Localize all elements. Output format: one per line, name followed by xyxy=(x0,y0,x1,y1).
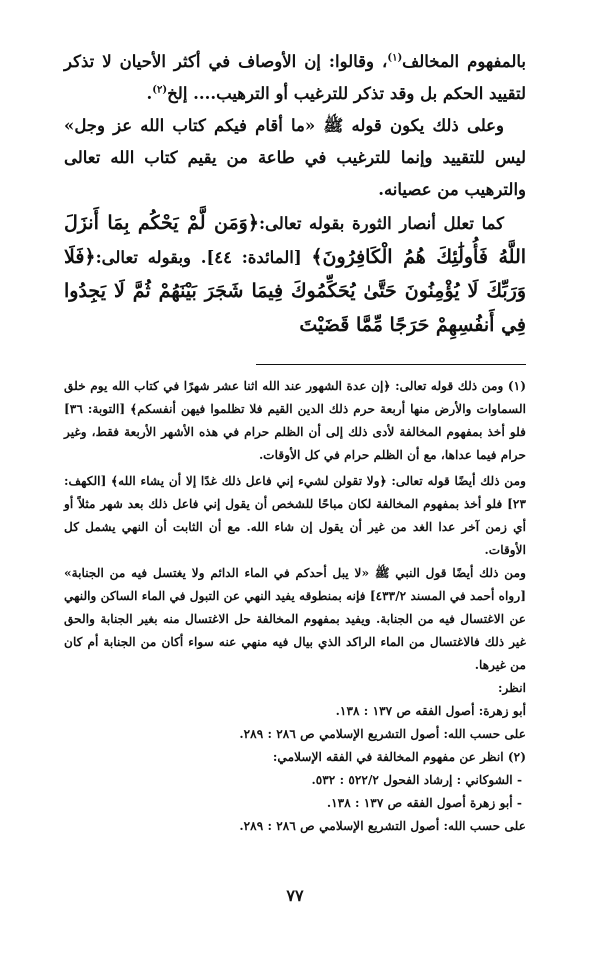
footnote-1-ref-1: أبو زهرة: أصول الفقه ص ١٣٧ : ١٣٨. xyxy=(335,704,526,718)
footnote-1-para-1: (١) ومن ذلك قوله تعالى: ﴿إن عدة الشهور عند الله اثنا عشر شهرًا في كتاب الله يوم خلق السماوات والأرض منها أربعة حرم ذلك الدين القيم فلا تظلموا فيهن أنفسكم﴾ [التوبة: ٣٦] فلو أخذ بمفهوم المخالفة لأدى ذلك إلى أن الظلم حرام في هذه الأشهر الأربعة فقط، وغير حرام فيما عداها، مع أن الظلم حرام في كل الأوقات. xyxy=(64,379,526,462)
paragraph-1 xyxy=(64,46,526,110)
paragraph-1-text-b: ، وقالوا: إن الأوصاف في أكثر الأحيان لا تذكر لتقييد الحكم بل وقد تذكر للترغيب أو الترهيب.... إلخ xyxy=(64,52,526,103)
footnote-ref-1[interactable]: (١) xyxy=(387,52,403,64)
footnote-divider xyxy=(256,364,526,365)
paragraph-2: وعلى ذلك يكون قوله ﷺ «ما أقام فيكم كتاب الله عز وجل» ليس للتقييد وإنما للترغيب في طاعة من يقيم كتاب الله تعالى والترهيب من عصيانه. xyxy=(64,116,526,199)
paragraph-3-text-a: كما تعلل أنصار الثورة بقوله تعالى: xyxy=(258,214,505,233)
footnote-1-ref-2: على حسب الله: أصول التشريع الإسلامي ص ٢٨٦ : ٢٨٩. xyxy=(239,727,526,741)
footnote-1-see: انظر: xyxy=(498,681,526,695)
footnotes xyxy=(64,375,526,838)
footnote-2-ref-3: على حسب الله: أصول التشريع الإسلامي ص ٢٨٦ : ٢٨٩. xyxy=(239,819,526,833)
footnote-2-ref-2: - أبو زهرة أصول الفقه ص ١٣٧ : ١٣٨. xyxy=(326,796,522,810)
footnote-1-para-2: ومن ذلك أيضًا قوله تعالى: ﴿ولا تقولن لشيء إني فاعل ذلك غدًا إلا أن يشاء الله﴾ [الكهف: ٢٣] فلو أخذ بمفهوم المخالفة لكان مباحًا للشخص أن يقول إني فاعل ذلك بعد شهر مثلاً أو أي زمن آخر عدا الغد من غير أن يقول إن شاء الله. مع أن الثابت أن النهي يشمل كل الأوقات. xyxy=(64,474,526,557)
footnote-2-title: (٢) انظر عن مفهوم المخالفة في الفقه الإسلامي: xyxy=(272,750,526,764)
page-number: ٧٧ xyxy=(286,886,304,905)
footnote-2-ref-1: - الشوكاني : إرشاد الفحول ٥٢٢/٢ : ٥٣٢. xyxy=(311,773,522,787)
footnote-1-para-3: ومن ذلك أيضًا قول النبي ﷺ «لا يبل أحدكم في الماء الدائم ولا يغتسل فيه من الجنابة» [رواه أحمد في المسند ٤٣٣/٢] فإنه بمنطوقه يفيد النهي عن التبول في الماء الساكن والنهي عن الاغتسال فيه من الجنابة. ويفيد بمفهوم المخالفة حل الاغتسال منه بغير الجنابة والحق غير ذلك فالاغتسال من الماء الراكد الذي بيال فيه منهي عنه سواء أكان من الجنابة أم كان من غيرها. xyxy=(64,566,526,672)
quran-verse-1: ﴿وَمَن لَّمْ يَحْكُم بِمَا أَنزَلَ اللَّهُ فَأُولَٰئِكَ هُمُ الْكَافِرُونَ﴾ xyxy=(64,212,527,268)
paragraph-1-text-a: بالمفهوم المخالف xyxy=(402,52,526,71)
footnote-ref-2[interactable]: (٢) xyxy=(152,84,168,96)
quran-verse-2: ﴿فَلَا وَرَبِّكَ لَا يُؤْمِنُونَ حَتَّىٰ يُحَكِّمُوكَ فِيمَا شَجَرَ بَيْنَهُمْ ثُمَّ لَا يَجِدُوا فِي أَنفُسِهِمْ حَرَجًا مِّمَّا قَضَيْتَ xyxy=(64,246,526,336)
main-text xyxy=(64,46,526,342)
paragraph-3 xyxy=(64,206,526,342)
paragraph-1-end: . xyxy=(146,84,153,103)
paragraph-3-text-b: [المائدة: ٤٤]. وبقوله تعالى: xyxy=(95,248,312,267)
